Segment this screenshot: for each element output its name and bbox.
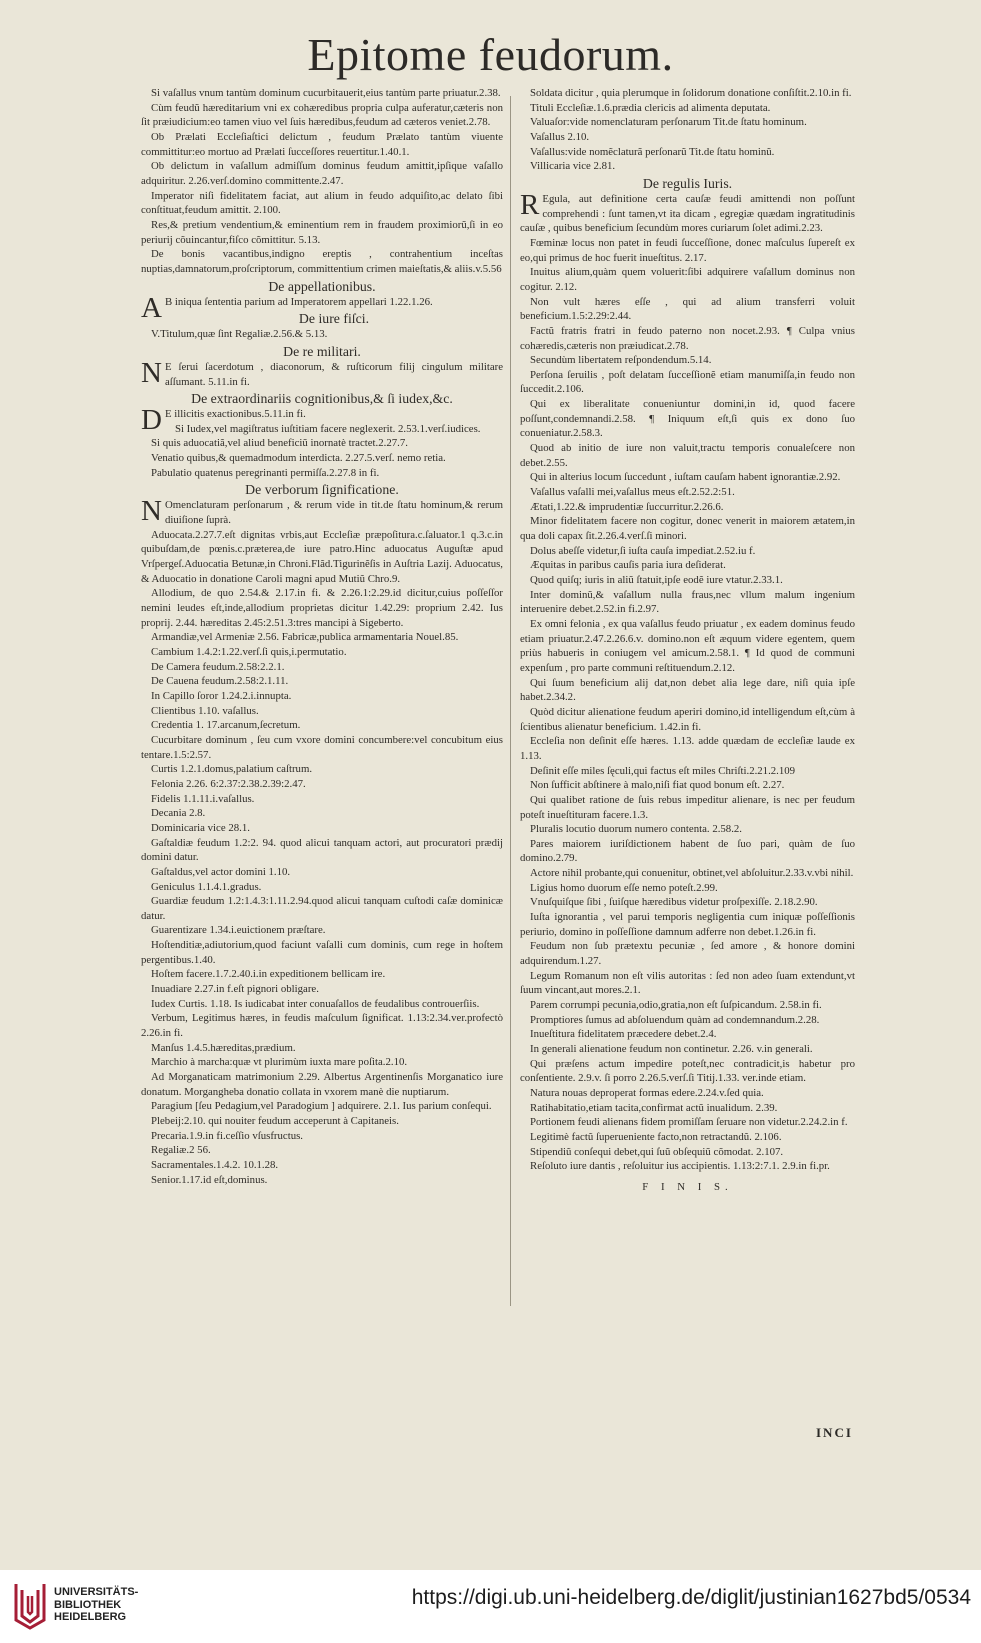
text-entry: Stipendiũ conſequi debet,qui ſuũ obſequiũ cõmodat. 2.107. (530, 1145, 784, 1158)
text-entry: Inuitus alium,quàm quem voluerit:ſibi adquirere vaſallum dominus non cogitur. 2.12. (520, 266, 855, 293)
text-entry: Promptiores ſumus ad abſoluendum quàm ad condemnandum.2.28. (530, 1013, 820, 1026)
text-entry: Quòd dicitur alienatione feudum aperiri domino,id intelligendum eſt,cùm à ſcientibus alienatur beneficium. 1.42.in fi. (520, 705, 855, 733)
text-entry: Parem corrumpi pecunia,odio,gratia,non eſt ſuſpicandum. 2.58.in fi. (530, 999, 822, 1012)
text-entry: Qui ſuum beneficium alij dat,non debet alia lege dare, niſi quia ipſe habet.2.34.2. (520, 676, 855, 704)
text-entry: Inter dominũ,& vaſallum nulla fraus,nec vllum malum ingenium interuenire debet.2.52.in fi.2.97. (520, 588, 855, 616)
text-entry: Armandiæ,vel Armeniæ 2.56. Fabricæ,publica armamentaria Nouel.85. (151, 631, 459, 644)
text-entry: Reſoluto iure dantis , reſoluitur ius accipientis. 1.13:2:7.1. 2.9.in fi.pr. (530, 1160, 830, 1173)
text-entry: Non vult hæres eſſe , qui ad alium transferri voluit beneficium.1.5:2.29:2.44. (520, 295, 855, 323)
text-entry: Gaſtaldiæ feudum 1.2:2. 94. quod alicui tanquam actori, aut procuratori prædij domini datur. (141, 836, 503, 864)
right-column (520, 86, 855, 1195)
library-seal-icon (12, 1582, 48, 1630)
text-entry: NE ſerui ſacerdotum , diaconorum, & ruſticorum filij cingulum militare aſſumant. 5.11.in fi. (141, 356, 503, 389)
text-entry: Inueſtitura fidelitatem præcedere debet.2.4. (530, 1028, 717, 1041)
text-entry: Plebeij:2.10. qui nouiter feudum acceperunt à Capitaneis. (151, 1115, 399, 1127)
text-entry: Qui qualibet ratione de ſuis rebus impeditur alienare, is nec per feudum poteſt inueſtituram facere.1.3. (520, 793, 855, 821)
text-entry: Felonia 2.26. 6:2.37:2.38.2.39:2.47. (151, 777, 306, 790)
text-entry: Qui in alterius locum ſuccedunt , iuſtam cauſam habent ignorantiæ.2.92. (530, 471, 841, 484)
permalink-url[interactable]: https://digi.ub.uni-heidelberg.de/diglit/justinian1627bd5/0534 (411, 1586, 971, 1609)
section-heading: De verborum ſignificatione. (245, 482, 399, 498)
text-entry: Marchio à marcha:quæ vt plurimùm iuxta mare poſita.2.10. (151, 1056, 408, 1069)
text-entry: De Cauena feudum.2.58:2.1.11. (151, 675, 289, 688)
text-entry: Ex omni felonia , ex qua vaſallus feudo priuatur , ex eadem dominus feudo etiam priuatur.2.47.2.26.6.v. domino.non eſt æquum videre egentem, quem priùs habueris in coniugem vel amicum.2.58.1. ¶ Id quod de communi expenſum , pro parte communi reſtituendum.2.12. (520, 617, 855, 674)
text-entry: Manſus 1.4.5.hæreditas,prædium. (151, 1041, 296, 1054)
text-entry: Portionem feudi alienans fidem promiſſam ſeruare non videtur.2.24.2.in f. (530, 1116, 848, 1129)
text-entry: Iudex Curtis. 1.18. Is iudicabat inter conuaſallos de feudalibus controuerſiis. (151, 997, 480, 1010)
text-entry: Feudum non ſub prætextu pecuniæ , ſed amore , & honore domini adquirendum.1.27. (520, 940, 855, 968)
text-entry: Natura nouas deproperat formas edere.2.24.v.ſed quia. (530, 1086, 764, 1099)
text-entry: Dominicaria vice 28.1. (151, 821, 250, 834)
text-entry: Curtis 1.2.1.domus,palatium caſtrum. (151, 763, 313, 776)
text-entry: Clientibus 1.10. vaſallus. (151, 704, 259, 717)
text-entry: Cùm feudũ hæreditarium vni ex cohæredibus propria culpa auferatur,cæteris non ſit præiudicium:eo tamen viuo vel ſuis hæredibus,feudum ad cæteros veniet.2.78. (141, 101, 503, 129)
library-name-line: BIBLIOTHEK (54, 1598, 122, 1611)
text-entry: Geniculus 1.1.4.1.gradus. (151, 880, 262, 893)
text-entry: Pares maiorem iuriſdictionem habent de ſuo pari, quàm de ſuo domino.2.79. (520, 837, 855, 865)
text-entry: V.Titulum,quæ ſint Regaliæ.2.56.& 5.13. (151, 328, 328, 341)
text-entry: De Camera feudum.2.58:2.2.1. (151, 660, 285, 673)
text-entry: Non ſufficit abſtinere à malo,niſi fiat quod bonum eſt. 2.27. (530, 779, 785, 792)
text-entry: Si quis aduocatiã,vel aliud beneficiũ inornatè tractet.2.27.7. (151, 437, 408, 450)
text-entry: AB iniqua ſententia parium ad Imperatorem appellari 1.22.1.26. (141, 291, 433, 324)
text-entry: Æquitas in paribus cauſis paria iura deſiderat. (530, 559, 726, 572)
library-name (54, 1586, 138, 1624)
section-heading: De regulis Iuris. (642, 175, 733, 191)
text-entry: DE illicitis exactionibus.5.11.in fi. (141, 404, 306, 437)
page-title: Epitome feudorum. (307, 29, 674, 80)
column-rule (510, 96, 511, 1306)
text-entry: Quod ab initio de iure non valuit,tractu temporis conualeſcere non debet.2.55. (520, 442, 855, 469)
text-entry: Ligius homo duorum eſſe nemo poteſt.2.99. (530, 881, 718, 894)
text-entry: Quod quiſq; iuris in aliũ ſtatuit,ipſe eodẽ iure vtatur.2.33.1. (530, 574, 783, 586)
text-entry: Iuſta ignorantia , vel parui temporis negligentia cum iniquæ poſſeſſionis periurio, domino in poſſeſſione damnum adferre non debet.1.26.in fi. (520, 911, 855, 938)
text-entry: Cucurbitare dominum , ſeu cum vxore domini concumbere:vel concubitum eius tentare.1.5:2.57. (141, 733, 503, 761)
text-entry: Ætati,1.22.& imprudentiæ ſuccurritur.2.26.6. (530, 500, 724, 513)
text-entry: NOmenclaturam perſonarum , & rerum vide in tit.de ſtatu hominum,& rerum diuiſione ſuprà. (141, 495, 503, 528)
text-entry: Legum Romanum non eſt vilis autoritas : ſed non adeo ſuam extendunt,vt ſuum vincant,aut mores.2.1. (520, 969, 855, 997)
text-entry: Vaſallus 2.10. (530, 130, 590, 143)
text-entry: Cambium 1.4.2:1.22.verſ.ſi quis,i.permutatio. (151, 646, 347, 658)
section-heading: De iure fiſci. (298, 311, 370, 327)
library-name-line: UNIVERSITÄTS- (54, 1586, 139, 1598)
text-entry: Hoſtenditiæ,adiutorium,quod faciunt vaſalli cum dominis, cum rege in hoſtem pergentibus.1.40. (141, 939, 503, 966)
text-entry: Pluralis locutio duorum numero contenta. 2.58.2. (530, 823, 743, 836)
text-entry: Ob delictum in vaſallum admiſſum dominus feudum amittit,ipſique vaſallo adquiritur. 2.26.verſ.domino committente.2.47. (141, 160, 503, 187)
text-entry: Precaria.1.9.in fi.ceſſio vſusfructus. (151, 1129, 304, 1142)
section-heading: De re militari. (283, 343, 361, 359)
left-column (141, 86, 503, 1187)
text-entry: Guarentizare 1.34.i.euictionem præſtare. (151, 924, 326, 937)
text-entry: Deſinit eſſe miles ſęculi,qui factus eſt miles Chriſti.2.21.2.109 (530, 764, 796, 777)
text-entry: Si Iudex,vel magiſtratus iuſtitiam facere neglexerit. 2.53.1.verſ.iudices. (174, 422, 481, 435)
text-entry: Valuaſor:vide nomenclaturam perſonarum Tit.de ſtatu hominum. (530, 116, 807, 129)
catchword: INCI (816, 1425, 853, 1440)
text-entry: Aduocata.2.27.7.eſt dignitas vrbis,aut Eccleſiæ præpoſitura.c.ſaluator.1 q.3.c.in quibuſdam,de pœnis.c.præterea,de iure patro.Hinc aduocatus Auguſtæ apud Vrſpergeſ.Aduocatia Betunæ,in Chroni.Flãd.Tigurinẽſis in Auſtria Lazij. Aduocatus, & Aduocatio in donatione Caroli magni apud Mutiũ Chro.9. (141, 528, 503, 585)
text-entry: Legitimè factũ ſuperueniente facto,non retractandũ. 2.106. (530, 1130, 782, 1143)
text-entry: Eccleſia non deſinit eſſe hæres. 1.13. adde quædam de eccleſiæ laude ex 1.13. (520, 735, 855, 762)
text-entry: Res,& pretium vendentium,& eminentium rem in fraudem proximiorũ,ſi in eo periurij cõuincantur,fiſco cõmittitur. 5.13. (141, 218, 503, 246)
text-entry: Pabulatio quatenus peregrinanti permiſſa.2.27.8 in fi. (151, 466, 380, 479)
text-entry: Qui præſens actum impedire poteſt,nec contradicit,is habetur pro conſentiente. 2.9.v. ſi porro 2.26.5.verſ.ſi Titij.1.33. ver.inde etiam. (520, 1057, 855, 1085)
text-entry: Vaſallus vaſalli mei,vaſallus meus eſt.2.52.2:51. (530, 486, 735, 499)
library-name-line: HEIDELBERG (54, 1611, 127, 1623)
text-entry: Imperator niſi fidelitatem faciat, aut alium in feudo adquiſito,ac delato ſibi conſtituat,feudum amittit. 2.100. (141, 189, 503, 217)
text-entry: In Capillo ſoror 1.24.2.i.innupta. (151, 689, 292, 702)
text-entry: Venatio quibus,& quemadmodum interdicta. 2.27.5.verſ. nemo retia. (151, 452, 446, 465)
university-library-logo[interactable] (12, 1582, 48, 1630)
text-entry: Dolus abeſſe videtur,ſi iuſta cauſa impediat.2.52.iu f. (530, 544, 756, 557)
viewer-footer (0, 1570, 981, 1643)
text-entry: Actore nihil probante,qui conuenitur, obtinet,vel abſoluitur.2.33.v.vbi nihil. (530, 867, 854, 880)
text-entry: Ad Morganaticam matrimonium 2.29. Albertus Argentinenſis Morganatico iure donatum. Morgangheba donatio collata in vxorem manè die nuptiarum. (141, 1071, 503, 1098)
text-entry: Vaſallus:vide nomẽclaturã perſonarũ Tit.de ſtatu hominũ. (530, 145, 775, 158)
text-entry: Qui ex liberalitate conueniuntur domini,in id, quod facere poſſunt,condemnandi.2.58. ¶ Iniquum eſt,ſi quis ex dono ſuo conueniatur.2.58.3. (520, 398, 855, 440)
section-heading: De appellationibus. (268, 278, 376, 294)
text-entry: Vnuſquiſque ſibi , ſuiſque hæredibus videtur proſpexiſſe. 2.18.2.90. (530, 896, 818, 909)
text-entry: Verbum, Legitimus hæres, in feudis maſculum ſignificat. 1.13:2.34.ver.profectò 2.26.in fi. (141, 1012, 503, 1040)
text-entry: In generali alienatione feudum non continetur. 2.26. v.in generali. (530, 1043, 813, 1055)
text-entry: Inuadiare 2.27.in f.eſt pignori obligare. (151, 983, 319, 996)
text-entry: Decania 2.8. (151, 807, 206, 820)
text-entry: Soldata dicitur , quia plerumque in ſolidorum donatione conſiſtit.2.10.in fi. (530, 87, 852, 99)
text-entry: Perſona ſeruilis , poſt delatam ſucceſſionẽ etiam manumiſſa,in feudo non ſuccedit.2.106. (520, 368, 855, 396)
text-entry: Ratihabitatio,etiam tacita,confirmat actũ inualidum. 2.39. (530, 1101, 778, 1114)
text-entry: Factũ fratris fratri in feudo paterno non nocet.2.93. ¶ Culpa vnius cohæredis,cæteris non præiudicat.2.78. (520, 324, 855, 352)
right-column-body (520, 86, 855, 1174)
text-entry: Paragium [ſeu Pedagium,vel Paradogium ] adquirere. 2.1. Ius parium conſequi. (151, 1100, 492, 1113)
text-entry: Hoſtem facere.1.7.2.40.i.in expeditionem bellicam ire. (151, 968, 386, 981)
text-entry: Si vaſallus vnum tantùm dominum cucurbitauerit,eius tantùm parte priuatur.2.38. (151, 87, 501, 99)
finis-mark: F I N I S. (642, 1180, 733, 1193)
text-entry: Credentia 1. 17.arcanum,ſecretum. (151, 719, 301, 732)
text-entry: Guardiæ feudum 1.2:1.4.3:1.11.2.94.quod alicui tanquam cuſtodi caſæ dominicæ datur. (141, 895, 503, 922)
text-entry: Minor fidelitatem facere non cogitur, donec venerit in maiorem ætatem,in qua doli capax ſit.2.26.4.verſ.ſi minori. (520, 515, 855, 543)
text-entry: Ob Prælati Eccleſiaſtici delictum , feudum Prælato tantùm viuente committitur:eo mortuo ad Prælati ſucceſſores reuertitur.1.40.1. (141, 130, 503, 158)
text-entry: Tituli Eccleſiæ.1.6.prædia clericis ad alimenta deputata. (530, 101, 771, 114)
text-entry: Senior.1.17.id eſt,dominus. (151, 1173, 268, 1186)
text-entry: De bonis vacantibus,indigno ereptis , contrahentium inceſtas nuptias,damnatorum,proſcriptorum, committentium crimen maieſtatis,& aliis.v.5.56 (141, 248, 503, 275)
text-entry: Secundùm libertatem reſpondendum.5.14. (530, 354, 712, 367)
text-entry: Fidelis 1.1.11.i.vaſallus. (151, 792, 255, 805)
text-entry: Fœminæ locus non patet in feudi ſucceſſione, donec maſculus ſupereſt ex eo,qui primus de hoc fuerit inueſtitus. 2.17. (520, 236, 855, 264)
text-entry: Allodium, de quo 2.54.& 2.17.in fi. & 2.26.1:2.29.id dicitur,cuius poſſeſſor nemini leudes eſt,inde,allodium proprietas dicitur 1.42.29: proprium 2.42. Ius proprij. 2.44. hæreditas 2.45:2.51.3:tres mancipi à Sigeberto. (141, 587, 503, 629)
text-entry: Sacramentales.1.4.2. 10.1.28. (151, 1158, 279, 1171)
text-entry: REgula, aut definitione certa cauſæ feudi amittendi non poſſunt comprehendi : ſunt tamen,vt ita dicam , egregiæ quædam ingratitudinis cauſæ , quibus beneficium ſecundùm mores curiarum ſolet adimi.2.23. (520, 188, 855, 235)
section-heading: De extraordinariis cognitionibus,& ſi iudex,&c. (191, 391, 453, 407)
text-entry: Gaſtaldus,vel actor domini 1.10. (151, 865, 291, 878)
text-entry: Regaliæ.2 56. (151, 1144, 211, 1157)
text-entry: Villicaria vice 2.81. (530, 160, 616, 173)
